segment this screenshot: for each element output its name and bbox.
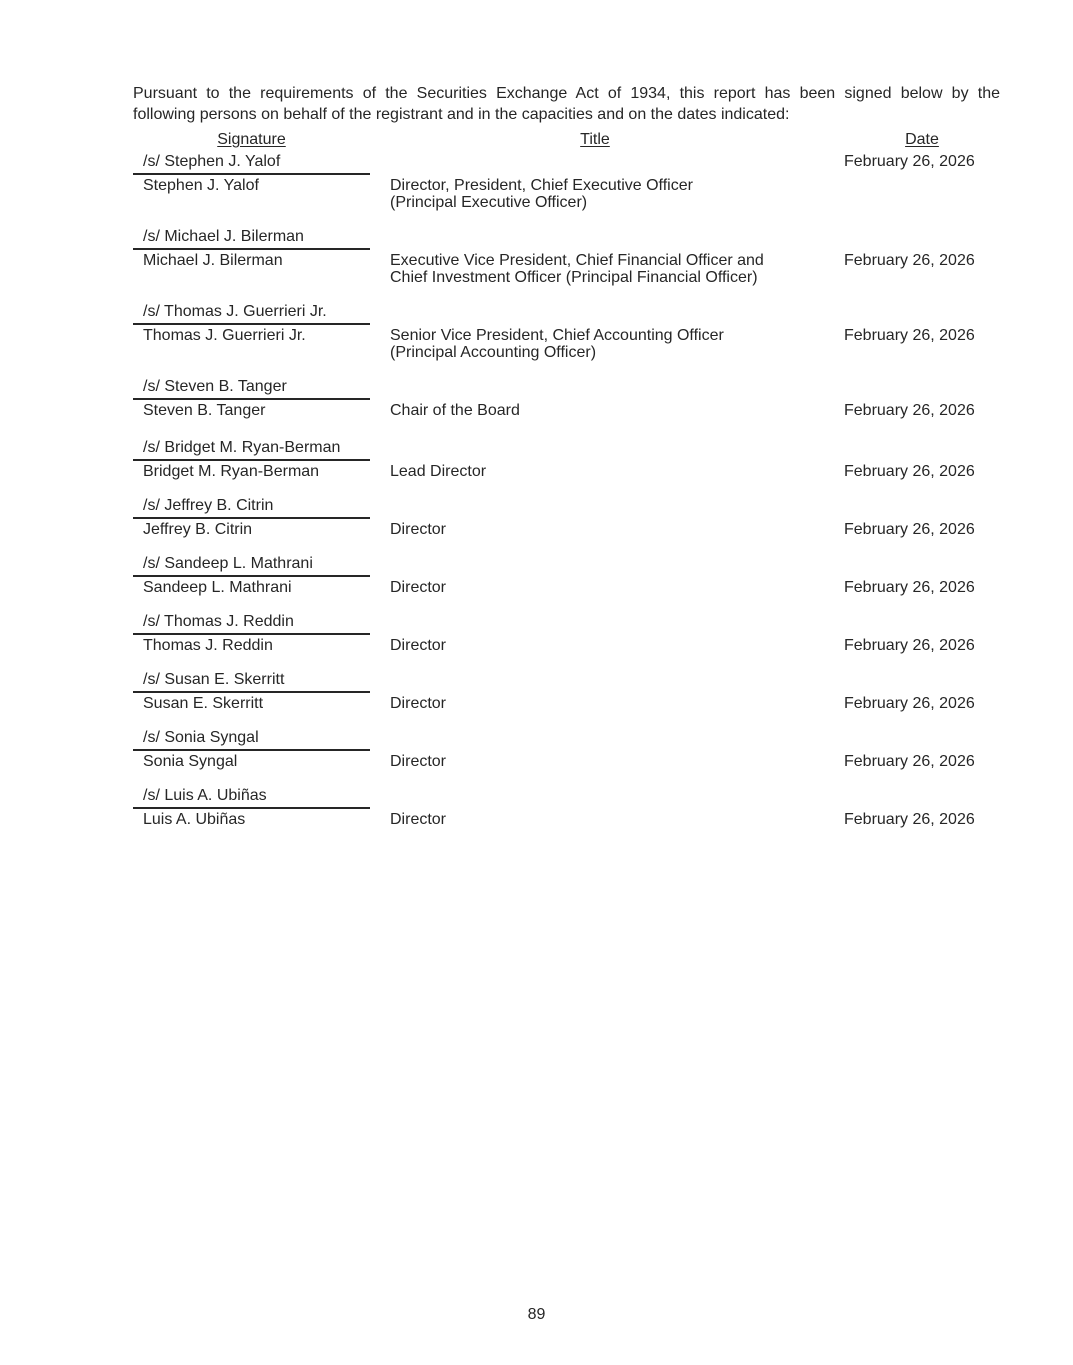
signer-title	[390, 637, 800, 654]
signer-name: Sandeep L. Mathrani	[143, 579, 292, 596]
title-line: Director	[390, 753, 447, 770]
title-column-header: Title	[580, 131, 610, 148]
signature-text: /s/ Stephen J. Yalof	[133, 153, 370, 175]
intro-line: Pursuant to the requirements of the Securities Exchange Act of 1934, this report has been signed below by the	[133, 85, 1000, 102]
signature-text: /s/ Steven B. Tanger	[133, 378, 370, 400]
signer-name: Stephen J. Yalof	[143, 177, 259, 194]
signature-text: /s/ Thomas J. Reddin	[133, 613, 370, 635]
signature-text: /s/ Sonia Syngal	[133, 729, 370, 751]
table-header-row	[133, 131, 1000, 148]
signature-date: February 26, 2026	[844, 402, 975, 419]
title-line: Lead Director	[390, 463, 487, 480]
signer-title	[390, 327, 800, 361]
signature-text: /s/ Michael J. Bilerman	[133, 228, 370, 250]
signature-text: /s/ Thomas J. Guerrieri Jr.	[133, 303, 370, 325]
title-line: (Principal Executive Officer)	[390, 194, 588, 211]
signer-title	[390, 252, 800, 286]
signature-date: February 26, 2026	[844, 695, 975, 712]
signer-title	[390, 811, 800, 828]
signature-text: /s/ Susan E. Skerritt	[133, 671, 370, 693]
signature-date: February 26, 2026	[844, 637, 975, 654]
signer-name: Michael J. Bilerman	[143, 252, 283, 269]
signature-text: /s/ Sandeep L. Mathrani	[133, 555, 370, 577]
signature-text: /s/ Jeffrey B. Citrin	[133, 497, 370, 519]
signer-name: Bridget M. Ryan-Berman	[143, 463, 320, 480]
signer-title	[390, 177, 800, 211]
title-line: Director	[390, 811, 447, 828]
signer-title	[390, 402, 800, 419]
signature-date: February 26, 2026	[844, 463, 975, 480]
signer-name: Thomas J. Reddin	[143, 637, 273, 654]
signer-title	[390, 695, 800, 712]
signature-row	[133, 613, 1000, 654]
signer-title	[390, 579, 800, 596]
title-line: Director	[390, 579, 447, 596]
signature-date: February 26, 2026	[844, 327, 975, 344]
signer-title	[390, 463, 800, 480]
intro-line: following persons on behalf of the registrant and in the capacities and on the dates indicated:	[133, 106, 790, 123]
signature-row	[133, 439, 1000, 480]
signature-row	[133, 228, 1000, 286]
intro-paragraph	[133, 83, 1000, 125]
signature-text: /s/ Luis A. Ubiñas	[133, 787, 370, 809]
signature-row	[133, 671, 1000, 712]
page-number: 89	[527, 1306, 546, 1323]
title-line: Director	[390, 521, 447, 538]
signer-name: Sonia Syngal	[143, 753, 238, 770]
signature-row	[133, 153, 1000, 211]
signature-date: February 26, 2026	[844, 252, 975, 269]
signature-date: February 26, 2026	[844, 753, 975, 770]
date-column-header: Date	[905, 131, 939, 148]
title-line: Director	[390, 637, 447, 654]
signer-name: Susan E. Skerritt	[143, 695, 264, 712]
signature-date: February 26, 2026	[844, 811, 975, 828]
signature-row	[133, 787, 1000, 828]
title-line: Chair of the Board	[390, 402, 520, 419]
signature-date: February 26, 2026	[844, 153, 975, 170]
title-line: Director	[390, 695, 447, 712]
signature-row	[133, 555, 1000, 596]
signer-name: Jeffrey B. Citrin	[143, 521, 253, 538]
signature-row	[133, 729, 1000, 770]
signature-text: /s/ Bridget M. Ryan-Berman	[133, 439, 370, 461]
signature-row	[133, 497, 1000, 538]
title-line: Senior Vice President, Chief Accounting Officer	[390, 327, 724, 344]
title-line: Director, President, Chief Executive Officer	[390, 177, 693, 194]
signer-name: Luis A. Ubiñas	[143, 811, 246, 828]
signer-title	[390, 521, 800, 538]
title-line: Executive Vice President, Chief Financial Officer and	[390, 252, 764, 269]
signature-date: February 26, 2026	[844, 521, 975, 538]
signature-row	[133, 378, 1000, 419]
signer-name: Thomas J. Guerrieri Jr.	[143, 327, 306, 344]
signer-title	[390, 753, 800, 770]
title-line: Chief Investment Officer (Principal Financial Officer)	[390, 269, 758, 286]
signature-column-header: Signature	[217, 131, 286, 148]
signer-name: Steven B. Tanger	[143, 402, 266, 419]
signature-date: February 26, 2026	[844, 579, 975, 596]
title-line: (Principal Accounting Officer)	[390, 344, 597, 361]
signature-row	[133, 303, 1000, 361]
